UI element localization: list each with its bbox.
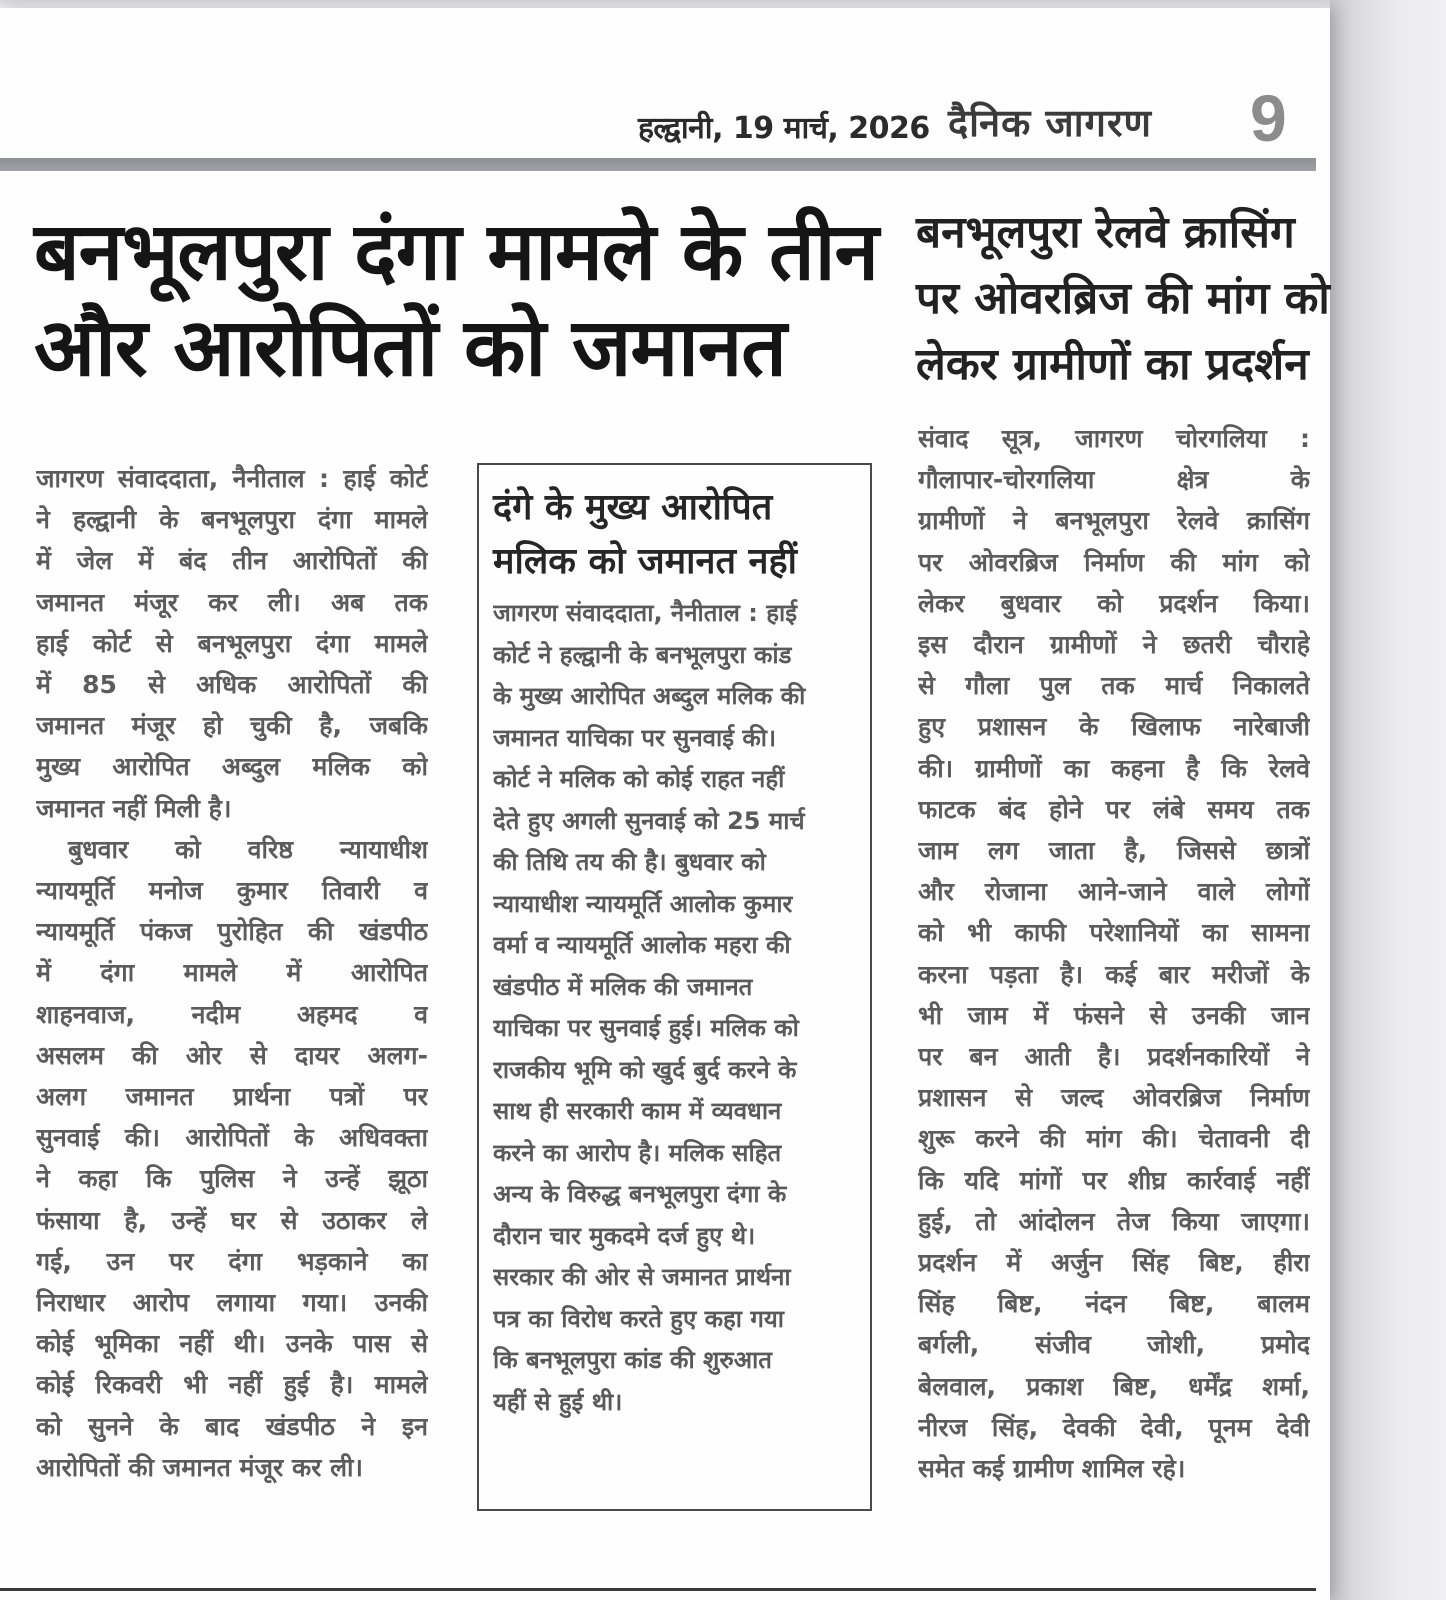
- newspaper-name: दैनिक जागरण: [948, 101, 1152, 145]
- text-line: और रोजाना आने-जाने वाले लोगों: [918, 877, 1310, 907]
- page-edge-shadow: [1330, 0, 1446, 1600]
- text-line: की। ग्रामीणों का कहना है कि रेलवे: [918, 753, 1310, 783]
- masthead: [0, 81, 1320, 155]
- text-line: कोर्ट ने मलिक को कोई राहत नहीं: [493, 765, 785, 793]
- side-story-body: [918, 418, 1310, 1489]
- text-line: गौलापार-चोरगलिया क्षेत्र के: [918, 465, 1310, 495]
- text-line: न्यायमूर्ति पंकज पुरोहित की खंडपीठ: [36, 917, 428, 947]
- text-line: बर्गली, संजीव जोशी, प्रमोद: [918, 1330, 1310, 1360]
- text-line: जमानत नहीं मिली है।: [36, 793, 232, 823]
- text-line: फंसाया है, उन्हें घर से उठाकर ले: [36, 1205, 428, 1235]
- text-line: जागरण संवाददाता, नैनीताल : हाई: [493, 599, 797, 627]
- page-top-shadow: [0, 0, 1446, 8]
- text-line: में 85 से अधिक आरोपितों की: [36, 670, 428, 700]
- text-line: हाई कोर्ट से बनभूलपुरा दंगा मामले: [36, 628, 428, 658]
- text-line: याचिका पर सुनवाई हुई। मलिक को: [493, 1014, 799, 1042]
- text-line: की तिथि तय की है। बुधवार को: [493, 848, 766, 876]
- headline-line: पर ओवरब्रिज की मांग को: [916, 273, 1330, 324]
- text-line: फाटक बंद होने पर लंबे समय तक: [918, 794, 1310, 824]
- text-line: कि बनभूलपुरा कांड की शुरुआत: [493, 1346, 772, 1374]
- text-line: भी जाम में फंसने से उनकी जान: [918, 1000, 1310, 1030]
- text-line: वर्मा व न्यायमूर्ति आलोक महरा की: [493, 931, 791, 959]
- text-line: ग्रामीणों ने बनभूलपुरा रेलवे क्रासिंग: [918, 506, 1310, 536]
- masthead-rule: [0, 158, 1316, 171]
- text-line: न्यायमूर्ति मनोज कुमार तिवारी व: [36, 876, 428, 906]
- text-line: जमानत मंजूर कर ली। अब तक: [36, 587, 428, 617]
- text-line: इस दौरान ग्रामीणों ने छतरी चौराहे: [918, 630, 1310, 660]
- headline-line: मलिक को जमानत नहीं: [493, 541, 797, 582]
- headline-line: लेकर ग्रामीणों का प्रदर्शन: [916, 339, 1309, 390]
- text-line: दौरान चार मुकदमे दर्ज हुए थे।: [493, 1221, 756, 1250]
- text-line: कोई रिकवरी भी नहीं हुई है। मामले: [36, 1370, 428, 1400]
- text-line: शुरू करने की मांग की। चेतावनी दी: [918, 1124, 1310, 1154]
- text-line: जमानत याचिका पर सुनवाई की।: [493, 723, 777, 752]
- text-line: हुई, तो आंदोलन तेज किया जाएगा।: [918, 1206, 1310, 1236]
- text-line: यहीं से हुई थी।: [493, 1387, 623, 1416]
- text-line: करना पड़ता है। कई बार मरीजों के: [918, 959, 1310, 989]
- text-line: कि यदि मांगों पर शीघ्र कार्रवाई नहीं: [918, 1165, 1310, 1195]
- text-line: हुए प्रशासन के खिलाफ नारेबाजी: [918, 712, 1310, 742]
- text-line: पर बन आती है। प्रदर्शनकारियों ने: [918, 1042, 1310, 1072]
- text-line: पत्र का विरोध करते हुए कहा गया: [493, 1304, 784, 1333]
- text-line: सिंह बिष्ट, नंदन बिष्ट, बालम: [918, 1289, 1310, 1319]
- text-line: में जेल में बंद तीन आरोपितों की: [36, 546, 428, 576]
- text-line: करने का आरोप है। मलिक सहित: [493, 1138, 782, 1167]
- text-line: सुनवाई की। आरोपितों के अधिवक्ता: [36, 1123, 428, 1153]
- page-number: 9: [1250, 81, 1287, 155]
- text-line: संवाद सूत्र, जागरण चोरगलिया :: [918, 424, 1310, 453]
- main-story-body: [36, 458, 428, 1488]
- text-line: देते हुए अगली सुनवाई को 25 मार्च: [493, 806, 805, 835]
- headline-line: बनभूलपुरा रेलवे क्रासिंग: [916, 207, 1295, 258]
- boxed-story: [477, 463, 872, 1511]
- headline-line: दंगे के मुख्य आरोपित: [493, 487, 773, 528]
- text-line: अलग जमानत प्रार्थना पत्रों पर: [36, 1082, 428, 1112]
- text-line: बेलवाल, प्रकाश बिष्ट, धर्मेंद्र शर्मा,: [918, 1371, 1310, 1401]
- text-line: सरकार की ओर से जमानत प्रार्थना: [493, 1263, 791, 1291]
- dateline: हल्द्वानी, 19 मार्च, 2026: [638, 111, 930, 146]
- text-line: में दंगा मामले में आरोपित: [36, 958, 428, 988]
- text-line: प्रदर्शन में अर्जुन सिंह बिष्ट, हीरा: [918, 1248, 1310, 1278]
- text-line: लेकर बुधवार को प्रदर्शन किया।: [918, 588, 1310, 618]
- page-bottom-rule: [0, 1588, 1316, 1591]
- text-line: पर ओवरब्रिज निर्माण की मांग को: [918, 547, 1310, 577]
- text-line: को भी काफी परेशानियों का सामना: [918, 918, 1310, 948]
- main-headline: [34, 204, 878, 396]
- text-line: राजकीय भूमि को खुर्द बुर्द करने के: [493, 1055, 797, 1084]
- text-line: समेत कई ग्रामीण शामिल रहे।: [918, 1454, 1186, 1484]
- text-line: ने कहा कि पुलिस ने उन्हें झूठा: [36, 1164, 428, 1194]
- text-line: गई, उन पर दंगा भड़काने का: [36, 1246, 428, 1276]
- text-line: ने हल्द्वानी के बनभूलपुरा दंगा मामले: [36, 505, 428, 535]
- text-line: शाहनवाज, नदीम अहमद व: [36, 999, 428, 1029]
- text-line: अन्य के विरुद्ध बनभूलपुरा दंगा के: [493, 1180, 787, 1208]
- text-line: बुधवार को वरिष्ठ न्यायाधीश: [68, 834, 428, 864]
- text-line: खंडपीठ में मलिक की जमानत: [493, 972, 753, 1001]
- text-line: असलम की ओर से दायर अलग-: [36, 1040, 428, 1070]
- text-line: नीरज सिंह, देवकी देवी, पूनम देवी: [918, 1412, 1310, 1442]
- side-story-headline: [916, 200, 1330, 398]
- headline-line: और आरोपितों को जमानत: [34, 301, 786, 394]
- text-line: कोर्ट ने हल्द्वानी के बनभूलपुरा कांड: [493, 640, 792, 669]
- text-line: कोई भूमिका नहीं थी। उनके पास से: [36, 1329, 428, 1359]
- text-line: जमानत मंजूर हो चुकी है, जबकि: [36, 711, 428, 741]
- text-line: के मुख्य आरोपित अब्दुल मलिक की: [493, 682, 806, 710]
- text-line: जागरण संवाददाता, नैनीताल : हाई कोर्ट: [36, 464, 428, 493]
- text-line: न्यायाधीश न्यायमूर्ति आलोक कुमार: [493, 889, 793, 918]
- newspaper-page: [0, 8, 1330, 1600]
- text-line: से गौला पुल तक मार्च निकालते: [918, 671, 1310, 701]
- text-line: आरोपितों की जमानत मंजूर कर ली।: [36, 1452, 363, 1482]
- boxed-story-body: [493, 593, 841, 1423]
- text-line: जाम लग जाता है, जिससे छात्रों: [918, 836, 1310, 866]
- text-line: प्रशासन से जल्द ओवरब्रिज निर्माण: [918, 1083, 1310, 1113]
- boxed-story-headline: [493, 481, 853, 589]
- text-line: को सुनने के बाद खंडपीठ ने इन: [36, 1411, 428, 1441]
- text-line: निराधार आरोप लगाया गया। उनकी: [36, 1288, 428, 1318]
- text-line: मुख्य आरोपित अब्दुल मलिक को: [36, 752, 428, 782]
- text-line: साथ ही सरकारी काम में व्यवधान: [493, 1097, 782, 1125]
- headline-line: बनभूलपुरा दंगा मामले के तीन: [34, 205, 878, 298]
